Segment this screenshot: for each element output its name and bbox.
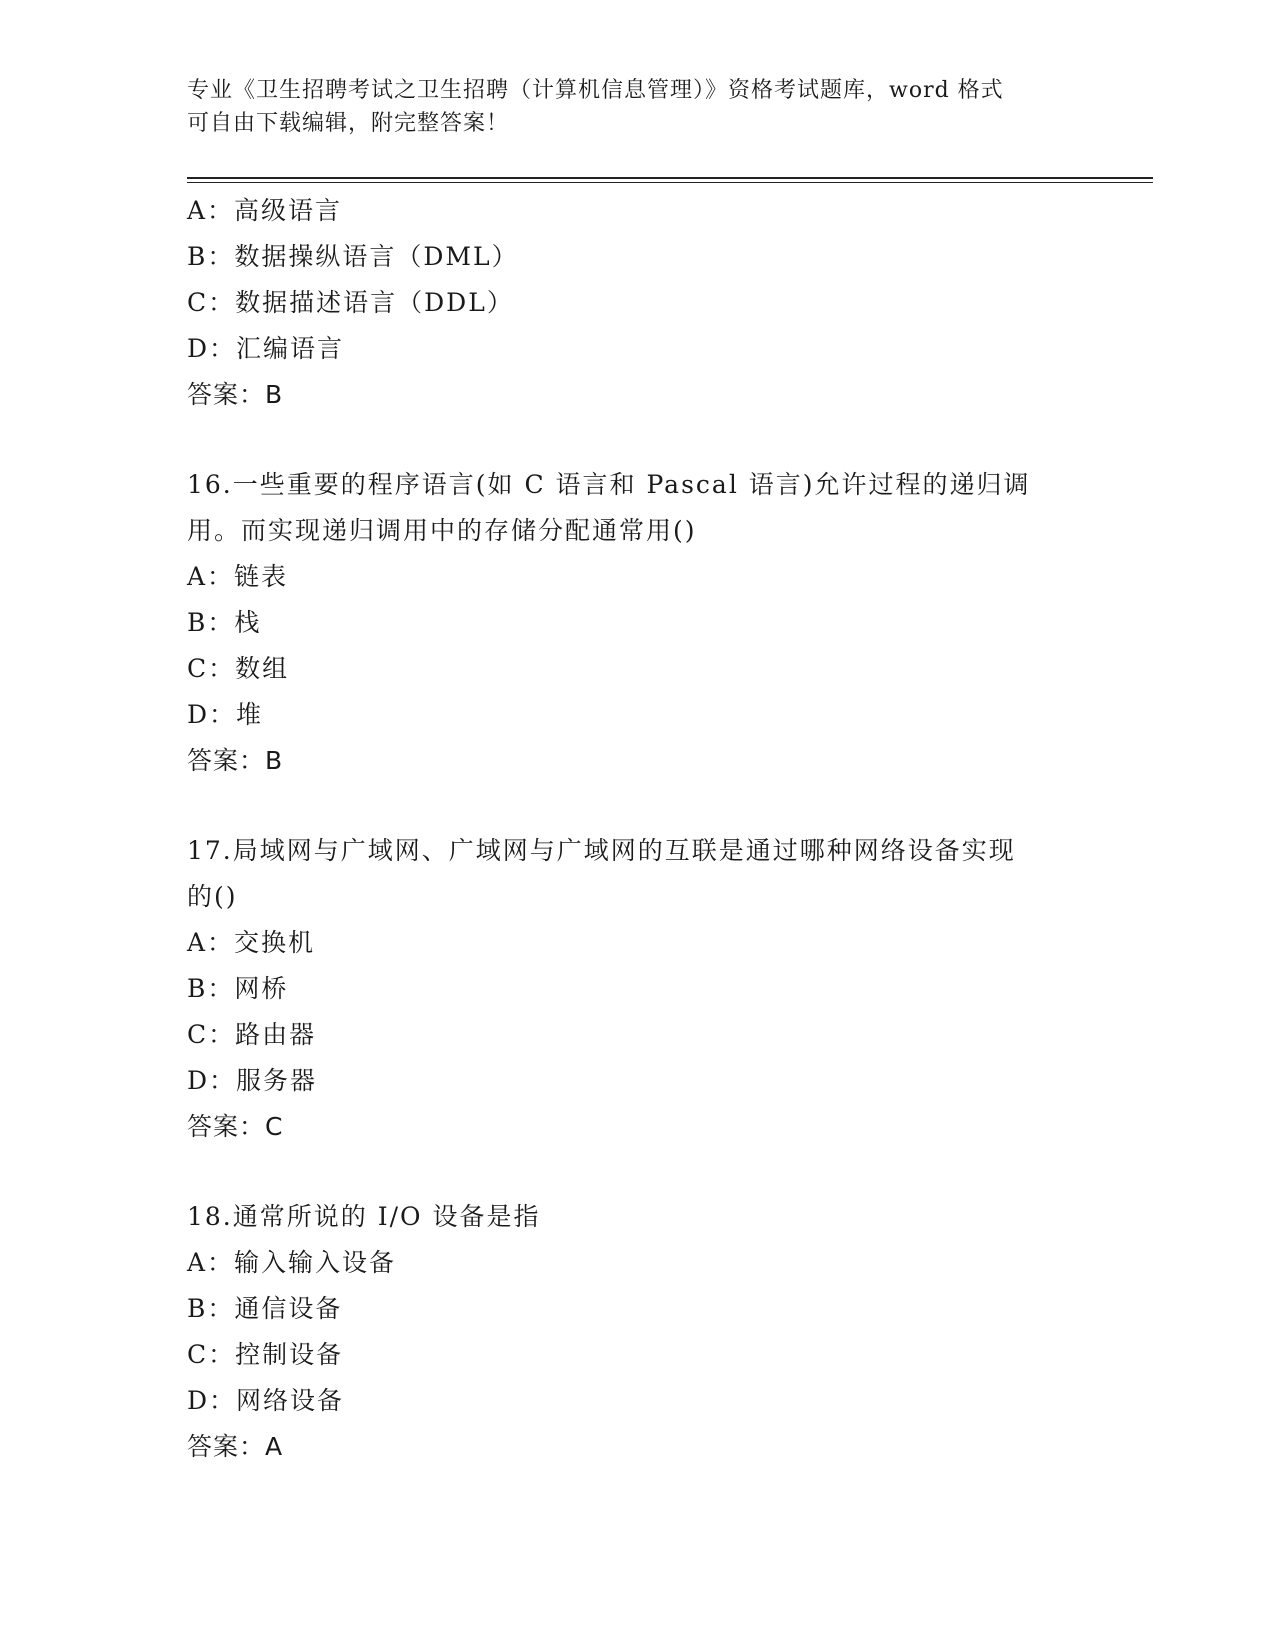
option-b: B：通信设备: [187, 1294, 343, 1323]
option-c: C：数据描述语言（DDL）: [187, 288, 514, 317]
option-b: B：网桥: [187, 974, 289, 1003]
question-18: [187, 1194, 1087, 1470]
option-d: D：服务器: [187, 1066, 318, 1095]
option-a: A：输入输入设备: [187, 1248, 397, 1277]
option-a: A：高级语言: [187, 196, 343, 225]
option-d: D：汇编语言: [187, 334, 345, 363]
option-d: D：堆: [187, 700, 264, 729]
answer-text: 答案：B: [187, 380, 284, 409]
question-text-line-2: 用。而实现递归调用中的存储分配通常用(): [187, 516, 697, 545]
question-text-line-1: 18.通常所说的 I/O 设备是指: [187, 1202, 541, 1231]
option-a: A：交换机: [187, 928, 316, 957]
header-line-2: 可自由下载编辑，附完整答案！: [187, 111, 510, 136]
question-text-line-1: 16.一些重要的程序语言(如 C 语言和 Pascal 语言)允许过程的递归调: [187, 470, 1031, 499]
document-header: [187, 74, 1067, 140]
question-list: [187, 188, 1087, 1470]
question-15: [187, 188, 1087, 418]
answer-text: 答案：A: [187, 1432, 284, 1461]
question-text-line-1: 17.局域网与广域网、广域网与广域网的互联是通过哪种网络设备实现: [187, 836, 1016, 865]
option-c: C：路由器: [187, 1020, 317, 1049]
question-16: [187, 462, 1087, 784]
option-c: C：控制设备: [187, 1340, 344, 1369]
option-b: B：栈: [187, 608, 262, 637]
header-line-1: 专业《卫生招聘考试之卫生招聘（计算机信息管理）》资格考试题库，word 格式: [187, 78, 1004, 103]
option-c: C：数组: [187, 654, 290, 683]
answer-text: 答案：C: [187, 1112, 284, 1141]
question-17: [187, 828, 1087, 1150]
option-b: B：数据操纵语言（DML）: [187, 242, 519, 271]
option-a: A：链表: [187, 562, 289, 591]
answer-text: 答案：B: [187, 746, 284, 775]
option-d: D：网络设备: [187, 1386, 345, 1415]
header-divider-thick: [187, 177, 1153, 179]
question-text-line-2: 的(): [187, 882, 238, 911]
header-divider-thin: [187, 182, 1153, 183]
